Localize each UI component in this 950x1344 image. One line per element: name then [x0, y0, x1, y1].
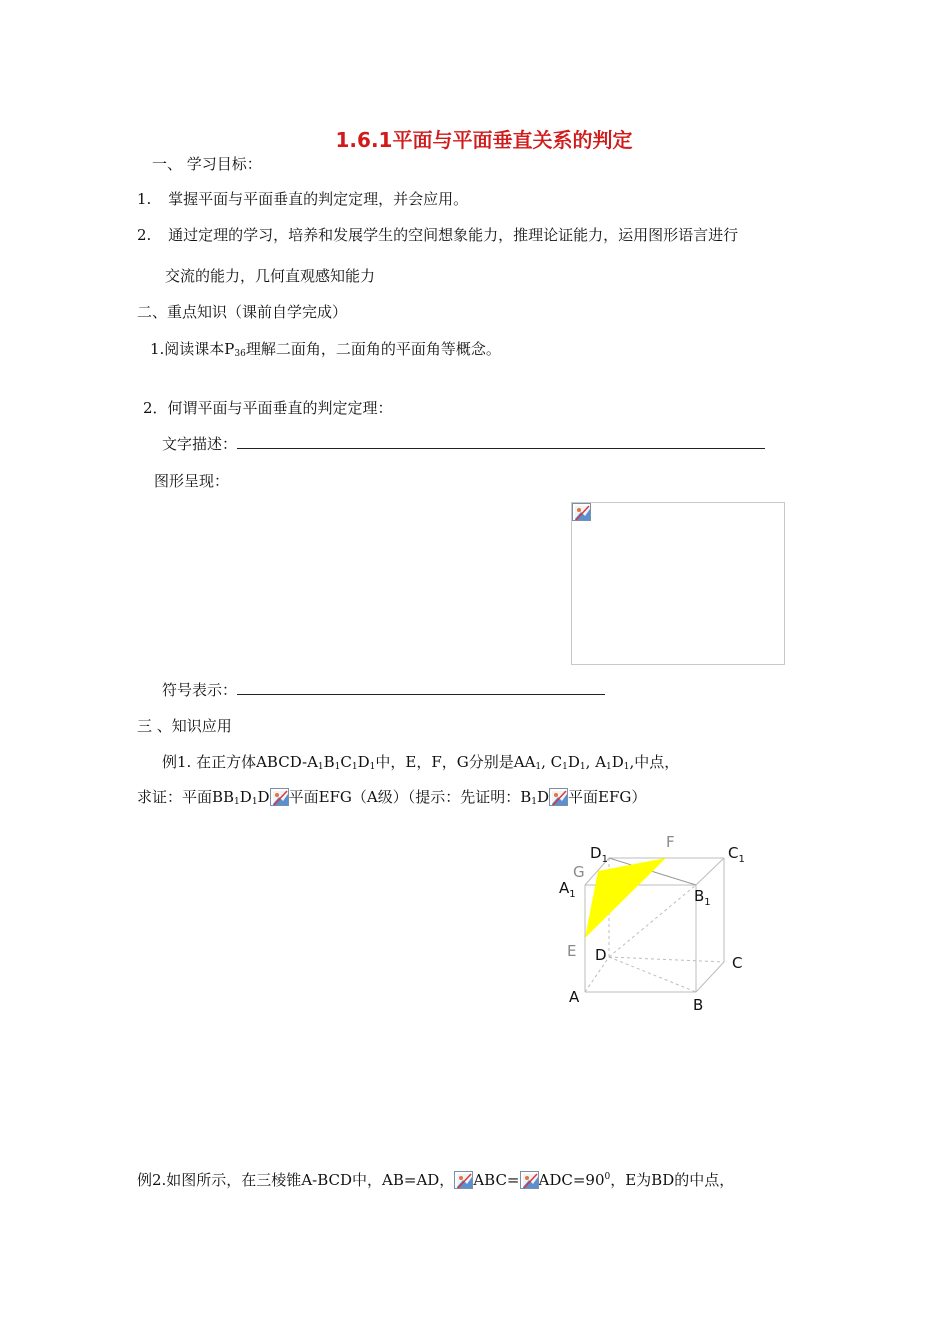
section-heading-3: 三 、知识应用 [137, 717, 232, 735]
ex1-sub: 1 [579, 762, 586, 772]
broken-image-icon [520, 1171, 539, 1189]
broken-image-icon [454, 1171, 473, 1189]
goal-num-1: 1. [137, 190, 152, 208]
ex1-text: D [257, 788, 270, 806]
ex1-sub: 1 [606, 762, 612, 772]
knowledge-item-1 [150, 339, 501, 359]
ex1-sub: 1 [623, 762, 630, 772]
label-c: C [732, 954, 743, 972]
ex1-text: ,中点， [629, 753, 680, 771]
knowledge-item-1-pre: 1.阅读课本P [150, 340, 235, 358]
example-1-line-1 [162, 752, 679, 772]
ex1-sub: 1 [334, 762, 341, 772]
symbol-label: 符号表示： [162, 681, 238, 699]
ex2-text: ABC= [473, 1171, 520, 1189]
label-c1: $C_1$ [728, 844, 745, 865]
section-heading-2: 二、重点知识（课前自学完成） [137, 303, 348, 321]
goal-text-1: 掌握平面与平面垂直的判定定理，并会应用。 [168, 190, 469, 208]
figure-placeholder-box [571, 502, 785, 665]
plane-efg [585, 858, 666, 938]
label-e: E [567, 942, 577, 960]
ex2-text: ADC=90 [538, 1171, 605, 1189]
ex1-text: D [239, 788, 252, 806]
cube-hidden-edge [609, 957, 724, 962]
degree-superscript: 0 [604, 1172, 611, 1182]
label-a1: $A_1$ [559, 879, 576, 900]
ex1-sub: 1 [351, 762, 358, 772]
section-heading-1: 一、 学习目标： [152, 155, 262, 173]
knowledge-item-1-post: 理解二面角，二面角的平面角等概念。 [245, 340, 501, 358]
label-d: D [595, 946, 607, 964]
label-b: B [693, 996, 704, 1014]
cube-diagram [540, 825, 770, 1020]
broken-image-icon [572, 503, 591, 521]
symbol-row [162, 680, 605, 700]
cube-diagonal-db [609, 957, 696, 992]
symbol-blank[interactable] [237, 680, 605, 695]
ex1-sub: 1 [234, 797, 240, 807]
text-description-label: 文字描述： [162, 435, 238, 453]
ex1-text: , C [541, 753, 563, 771]
ex1-sub: 1 [562, 762, 568, 772]
ex1-text: D [537, 788, 550, 806]
ex1-sub: 1 [531, 797, 538, 807]
cube-edge [696, 858, 724, 885]
figure-label: 图形呈现： [154, 472, 230, 490]
ex1-text: 平面EFG） [568, 788, 647, 806]
ex2-text: ，E为BD的中点， [610, 1171, 735, 1189]
goal-num-2: 2. [137, 226, 152, 244]
label-d1: $D_1$ [590, 844, 608, 865]
label-f: F [666, 833, 675, 851]
ex1-sub: 1 [317, 762, 324, 772]
text-description-blank[interactable] [237, 434, 765, 449]
ex2-text: 例2.如图所示，在三棱锥A-BCD中，AB=AD， [137, 1171, 455, 1189]
page-subscript: 36 [234, 349, 246, 359]
broken-image-icon [270, 788, 289, 806]
ex1-text: C [340, 753, 352, 771]
ex1-sub: 1 [535, 762, 542, 772]
label-b1: $B_1$ [694, 887, 711, 908]
broken-image-icon [549, 788, 568, 806]
ex1-text: D [357, 753, 370, 771]
ex1-text: B [323, 753, 335, 771]
ex1-text: 例1. 在正方体ABCD-A [162, 753, 318, 771]
ex1-text: 中，E，F，G分别是AA [375, 753, 536, 771]
knowledge-item-2: 2．何谓平面与平面垂直的判定定理： [143, 399, 393, 417]
label-a: A [569, 988, 580, 1006]
ex1-text: 平面EFG（A级）（提示：先证明：B [288, 788, 532, 806]
goal-text-2-cont: 交流的能力，几何直观感知能力 [165, 267, 376, 285]
ex1-sub: 1 [369, 762, 376, 772]
ex1-text: D [611, 753, 624, 771]
goal-item-1 [137, 189, 468, 209]
label-g: G [573, 863, 585, 881]
ex1-text: D [567, 753, 580, 771]
example-1-line-2 [137, 787, 646, 807]
goal-item-2 [137, 225, 738, 245]
cube-edge [696, 962, 724, 992]
ex1-sub: 1 [251, 797, 258, 807]
text-description-row [162, 434, 765, 454]
page-title: 1.6.1平面与平面垂直关系的判定 [335, 128, 633, 152]
ex1-text: 求证：平面BB [137, 788, 235, 806]
example-2-line-1 [137, 1170, 734, 1190]
ex1-text: , A [585, 753, 607, 771]
goal-text-2: 通过定理的学习，培养和发展学生的空间想象能力，推理论证能力，运用图形语言进行 [168, 226, 739, 244]
